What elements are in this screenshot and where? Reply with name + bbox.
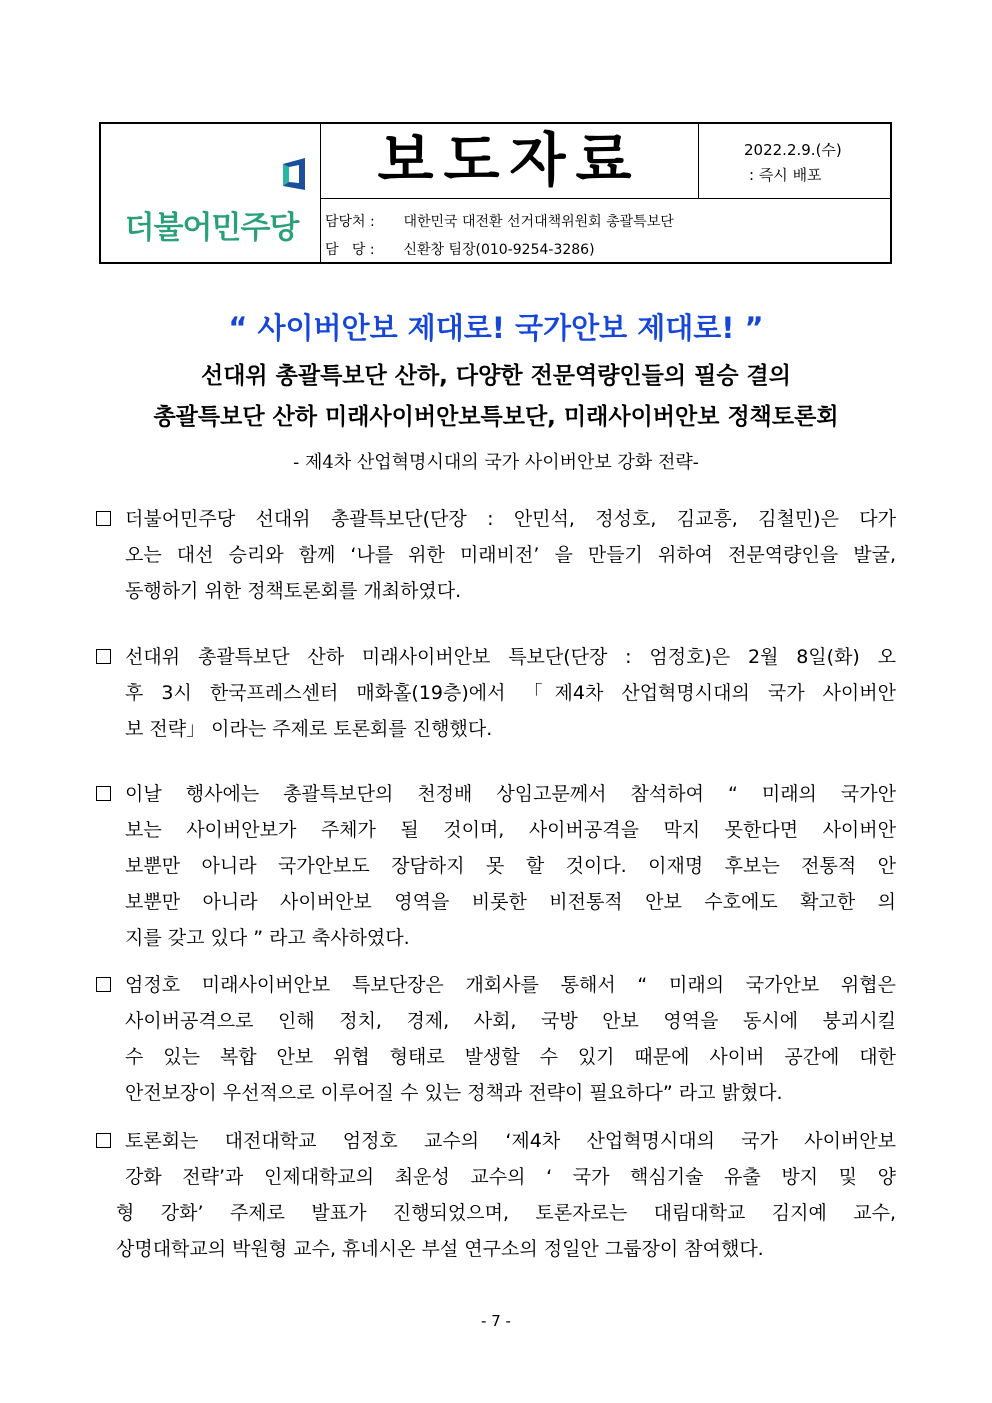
paragraph-1	[96, 501, 896, 609]
paragraph-line: 강화 전략’과 인제대학교의 최운성 교수의 ‘ 국가 핵심기술 유출 방지 및 양	[125, 1166, 896, 1188]
checkbox-bullet-icon	[96, 649, 111, 664]
press-release-header	[99, 122, 892, 264]
release-date-cell	[699, 124, 890, 199]
contact-dept-label: 담당처 :	[325, 214, 375, 230]
party-logo	[101, 124, 321, 262]
checkbox-bullet-icon	[96, 977, 111, 992]
party-logo-mark-icon	[281, 158, 307, 190]
paragraph-line: 보뿐만 아니라 국가안보도 장담하지 못 할 것이다. 이재명 후보는 전통적 안	[125, 855, 896, 877]
paragraph-line: 오는 대선 승리와 함께 ‘나를 위한 미래비전’ 을 만들기 위하여 전문역량인을 발굴,	[125, 544, 896, 566]
subheading-1: 선대위 총괄특보단 산하, 다양한 전문역량인들의 필승 결의	[200, 363, 791, 389]
paragraph-line: 지를 갖고 있다 ” 라고 축사하였다.	[125, 927, 410, 949]
paragraph-line: 토론회는 대전대학교 엄정호 교수의 ‘제4차 산업혁명시대의 국가 사이버안보	[96, 1123, 896, 1159]
document-title: 보도자료	[321, 124, 699, 199]
paragraph-line: 선대위 총괄특보단 산하 미래사이버안보 특보단(단장 : 엄정호)은 2월 8일(화) 오	[96, 639, 896, 675]
paragraph-line: 안전보장이 우선적으로 이루어질 수 있는 정책과 전략이 필요하다” 라고 밝혔다.	[125, 1082, 783, 1104]
subheading-2: 총괄특보단 산하 미래사이버안보특보단, 미래사이버안보 정책토론회	[153, 404, 839, 430]
release-timing: : 즉시 배포	[749, 166, 822, 184]
paragraph-line: 동행하기 위한 정책토론회를 개최하였다.	[125, 580, 462, 602]
contact-person-row	[325, 239, 595, 259]
contact-info	[321, 199, 890, 262]
paragraph-4	[96, 967, 896, 1111]
checkbox-bullet-icon	[96, 786, 111, 801]
tagline: - 제4차 산업혁명시대의 국가 사이버안보 강화 전략-	[293, 452, 699, 473]
paragraph-line: 후 3시 한국프레스센터 매화홀(19층)에서 「제4차 산업혁명시대의 국가 사이버안	[125, 682, 896, 704]
paragraph-line: 형 강화’ 주제로 발표가 진행되었으며, 토론자로는 대림대학교 김지예 교수,	[116, 1202, 896, 1224]
checkbox-bullet-icon	[96, 1133, 111, 1148]
paragraph-line: 수 있는 복합 안보 위협 형태로 발생할 수 있기 때문에 사이버 공간에 대한	[125, 1046, 896, 1068]
contact-person-value: 신환창 팀장(010-9254-3286)	[403, 242, 595, 258]
paragraph-line: 보뿐만 아니라 사이버안보 영역을 비롯한 비전통적 안보 수호에도 확고한 의	[125, 891, 896, 913]
paragraph-5	[96, 1123, 896, 1267]
paragraph-2	[96, 639, 896, 747]
paragraph-line: 보는 사이버안보가 주체가 될 것이며, 사이버공격을 막지 못한다면 사이버안	[125, 819, 896, 841]
paragraph-line: 더불어민주당 선대위 총괄특보단(단장 : 안민석, 정성호, 김교흥, 김철민)은 다가	[96, 501, 896, 537]
paragraph-line: 이날 행사에는 총괄특보단의 천정배 상임고문께서 참석하여 “ 미래의 국가안	[96, 776, 896, 812]
checkbox-bullet-icon	[96, 511, 111, 526]
party-logo-text: 더불어민주당	[124, 210, 299, 246]
release-date: 2022.2.9.(수)	[744, 141, 842, 159]
contact-dept-value: 대한민국 대전환 선거대책위원회 총괄특보단	[403, 214, 674, 230]
paragraph-line: 보 전략」 이라는 주제로 토론회를 진행했다.	[125, 718, 493, 740]
headline: “ 사이버안보 제대로! 국가안보 제대로! ”	[228, 311, 764, 345]
paragraph-3	[96, 776, 896, 956]
paragraph-line: 엄정호 미래사이버안보 특보단장은 개회사를 통해서 “ 미래의 국가안보 위협은	[96, 967, 896, 1003]
paragraph-line: 사이버공격으로 인해 정치, 경제, 사회, 국방 안보 영역을 동시에 붕괴시킬	[125, 1010, 896, 1032]
paragraph-line: 상명대학교의 박원형 교수, 휴네시온 부설 연구소의 정일안 그룹장이 참여했다.	[116, 1238, 764, 1260]
contact-dept-row	[325, 211, 674, 231]
page-number: - 7 -	[481, 1312, 511, 1330]
contact-person-label: 담 당 :	[325, 242, 375, 258]
